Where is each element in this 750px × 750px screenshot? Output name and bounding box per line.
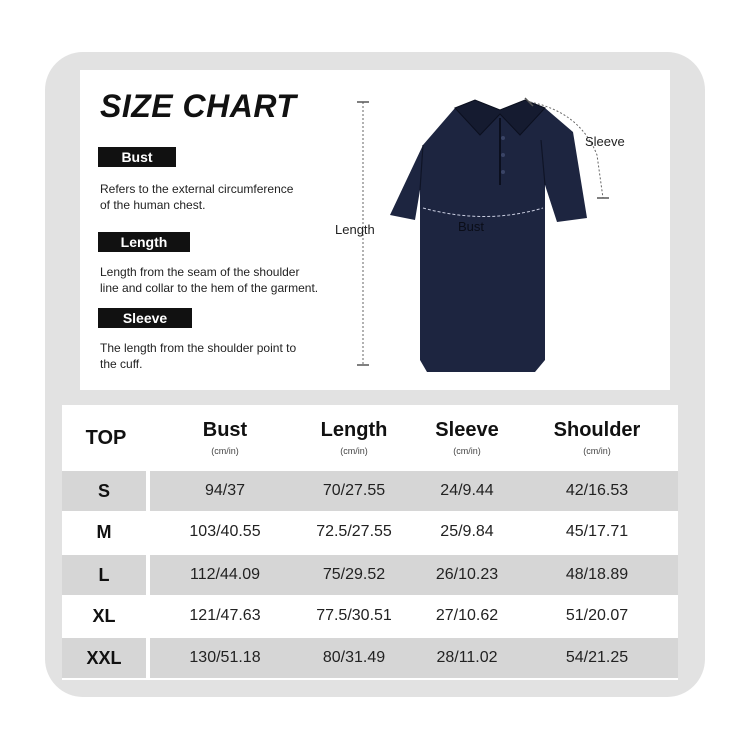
table-row-s bbox=[62, 471, 678, 511]
length-desc-line-1: Length from the seam of the shoulder bbox=[100, 265, 300, 279]
table-header bbox=[62, 405, 678, 473]
bust-description bbox=[100, 181, 350, 213]
column-name: Length bbox=[320, 419, 388, 441]
shirt-diagram bbox=[335, 90, 665, 390]
length-desc-line-2: line and collar to the hem of the garment. bbox=[100, 281, 319, 295]
column-unit: (cm/in) bbox=[583, 446, 611, 456]
length-description bbox=[100, 264, 350, 296]
bust-desc-line-1: Refers to the external circumference bbox=[100, 182, 294, 196]
sleeve-desc-line-1: The length from the shoulder point to bbox=[100, 341, 297, 355]
table-cell: 72.5/27.55 bbox=[316, 523, 392, 540]
table-cell: 24/9.44 bbox=[440, 482, 494, 499]
column-header-sleeve bbox=[412, 419, 522, 456]
column-header-length bbox=[280, 419, 428, 456]
sleeve-tag: Sleeve bbox=[98, 308, 192, 328]
table-cell: 54/21.25 bbox=[565, 649, 629, 666]
table-cell: 45/17.71 bbox=[565, 523, 629, 540]
bust-tag: Bust bbox=[98, 147, 176, 167]
size-table bbox=[62, 405, 678, 680]
table-cell: 25/9.84 bbox=[440, 523, 494, 540]
table-row-l bbox=[62, 555, 678, 595]
corner-label: TOP bbox=[85, 427, 127, 449]
sleeve-description bbox=[100, 340, 350, 372]
table-cell: 48/18.89 bbox=[565, 566, 629, 583]
column-name: Shoulder bbox=[553, 419, 641, 441]
size-cell: L bbox=[98, 565, 110, 585]
column-header-bust bbox=[170, 419, 280, 456]
table-cell: 121/47.63 bbox=[189, 607, 261, 624]
table-cell: 80/31.49 bbox=[322, 649, 386, 666]
table-cell: 75/29.52 bbox=[322, 566, 386, 583]
bust-label: Bust bbox=[458, 219, 485, 234]
corner-header bbox=[62, 427, 150, 450]
column-unit: (cm/in) bbox=[453, 446, 481, 456]
table-cell: 112/44.09 bbox=[190, 566, 260, 583]
size-cell: S bbox=[97, 481, 110, 501]
table-cell: 70/27.55 bbox=[322, 482, 386, 499]
table-row-xxl bbox=[62, 638, 678, 678]
table-cell: 130/51.18 bbox=[189, 649, 261, 666]
size-guide-panel bbox=[80, 70, 670, 390]
table-cell: 26/10.23 bbox=[435, 566, 499, 583]
table-cell: 77.5/30.51 bbox=[316, 607, 392, 624]
table-cell: 103/40.55 bbox=[189, 523, 261, 540]
table-cell: 94/37 bbox=[204, 482, 246, 499]
size-cell: XL bbox=[92, 606, 116, 626]
sleeve-label: Sleeve bbox=[585, 134, 625, 149]
table-cell: 27/10.62 bbox=[435, 607, 499, 624]
column-unit: (cm/in) bbox=[340, 446, 368, 456]
size-cell: M bbox=[96, 522, 112, 542]
column-unit: (cm/in) bbox=[211, 446, 239, 456]
column-name: Sleeve bbox=[435, 419, 499, 441]
size-cell: XXL bbox=[86, 648, 122, 668]
bust-desc-line-2: of the human chest. bbox=[100, 198, 206, 212]
page-title: SIZE CHART bbox=[100, 88, 297, 124]
table-row-m bbox=[62, 512, 678, 552]
table-cell: 28/11.02 bbox=[436, 649, 498, 666]
table-row-xl bbox=[62, 596, 678, 636]
table-cell: 42/16.53 bbox=[565, 482, 629, 499]
length-tag: Length bbox=[98, 232, 190, 252]
column-name: Bust bbox=[202, 419, 248, 441]
column-header-shoulder bbox=[532, 419, 662, 456]
length-label: Length bbox=[335, 222, 375, 237]
sleeve-desc-line-2: the cuff. bbox=[100, 357, 143, 371]
table-cell: 51/20.07 bbox=[565, 607, 629, 624]
